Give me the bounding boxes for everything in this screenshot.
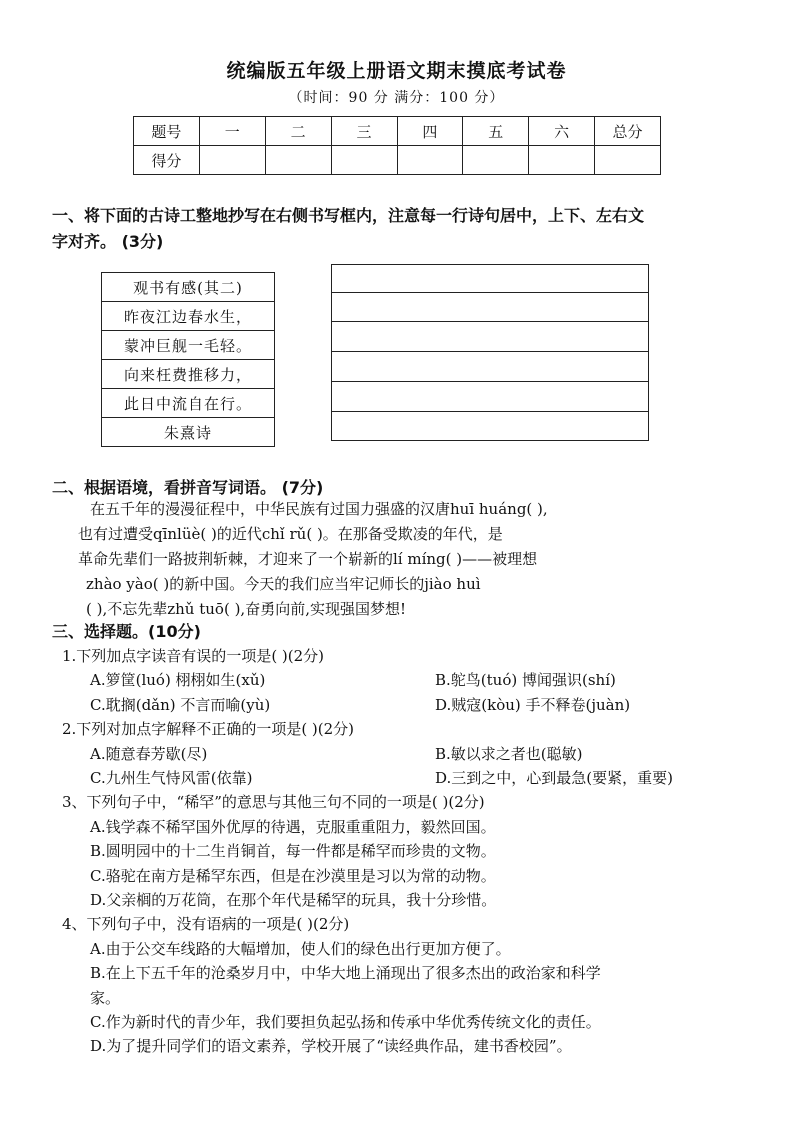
section2-line: 革命先辈们一路披荆斩棘，才迎来了一个崭新的lí míng( )——被理想	[78, 550, 538, 568]
writing-line	[332, 292, 648, 293]
question-line: C.九州生气恃风雷(依靠)	[90, 769, 253, 787]
poem-line: 昨夜江边春水生，	[102, 302, 275, 331]
question-line: 3、下列句子中，“稀罕”的意思与其他三句不同的一项是( )(2分)	[62, 793, 485, 812]
section1-heading-line1: 一、将下面的古诗工整地抄写在右侧书写框内，注意每一行诗句居中，上下、左右文	[52, 206, 645, 225]
poem-table	[101, 272, 275, 447]
question-option-right: B.敏以求之者也(聪敏)	[435, 744, 583, 763]
question-line: A.钱学森不稀罕国外优厚的待遇，克服重重阻力，毅然回国。	[90, 817, 496, 836]
question-line: C.骆驼在南方是稀罕东西，但是在沙漠里是习以为常的动物。	[90, 866, 496, 885]
exam-title: 统编版五年级上册语文期末摸底考试卷	[226, 60, 567, 82]
score-cell: 四	[397, 117, 463, 146]
question-line: 4、下列句子中，没有语病的一项是( )(2分)	[62, 915, 350, 934]
score-table	[133, 116, 661, 175]
score-table-header-row	[134, 117, 661, 146]
question-line: B.圆明园中的十二生肖铜首，每一件都是稀罕而珍贵的文物。	[90, 842, 496, 861]
question-line: D.为了提升同学们的语文素养，学校开展了“读经典作品，建书香校园”。	[90, 1037, 572, 1056]
score-input-cell[interactable]	[463, 146, 529, 175]
question-option-right: D.贼寇(kòu) 手不释卷(juàn)	[435, 695, 631, 714]
poem-line: 此日中流自在行。	[102, 389, 275, 418]
section2-heading: 二、根据语境，看拼音写词语。 (7分)	[52, 478, 324, 497]
writing-line	[332, 321, 648, 322]
score-cell: 二	[265, 117, 331, 146]
section1-heading-line2: 字对齐。 (3分)	[52, 232, 164, 251]
question-line: 2.下列对加点字解释不正确的一项是( )(2分)	[62, 720, 355, 739]
score-input-cell[interactable]	[397, 146, 463, 175]
question-line: C.耽搁(dǎn) 不言而喻(yù)	[90, 695, 271, 714]
score-cell: 五	[463, 117, 529, 146]
poem-author: 朱熹诗	[102, 418, 275, 447]
poem-line: 蒙冲巨舰一毛轻。	[102, 331, 275, 360]
question-line: A.随意春芳歇(尽)	[90, 744, 208, 763]
section3-heading: 三、选择题。(10分)	[52, 622, 201, 641]
writing-line	[332, 411, 648, 412]
score-cell: 六	[529, 117, 595, 146]
writing-line	[332, 351, 648, 352]
poem-line: 向来枉费推移力，	[102, 360, 275, 389]
question-line: B.在上下五千年的沧桑岁月中，中华大地上涌现出了很多杰出的政治家和科学	[90, 964, 601, 983]
score-input-cell[interactable]	[265, 146, 331, 175]
question-line: 1.下列加点字读音有误的一项是( )(2分)	[62, 647, 325, 665]
section2-line: ( ),不忘先辈zhǔ tuō( ),奋勇向前,实现强国梦想!	[86, 600, 406, 618]
score-input-cell[interactable]	[199, 146, 265, 175]
question-line: C.作为新时代的青少年，我们要担负起弘扬和传承中华优秀传统文化的责任。	[90, 1013, 601, 1031]
score-input-cell[interactable]	[529, 146, 595, 175]
question-line: A.箩筐(luó) 栩栩如生(xǔ)	[90, 671, 266, 690]
score-cell: 题号	[134, 117, 200, 146]
poem-title: 观书有感(其二)	[102, 273, 275, 302]
section2-line: 也有过遭受qīnlüè( )的近代chǐ rǔ( )。在那备受欺凌的年代，是	[78, 525, 503, 543]
score-input-cell[interactable]	[331, 146, 397, 175]
question-line: 家。	[90, 988, 121, 1007]
writing-box[interactable]	[331, 264, 649, 441]
score-input-cell[interactable]	[595, 146, 661, 175]
score-cell: 三	[331, 117, 397, 146]
question-option-right: D.三到之中，心到最急(要紧，重要)	[435, 769, 673, 787]
score-cell: 一	[199, 117, 265, 146]
score-cell: 总分	[595, 117, 661, 146]
question-line: D.父亲榈的万花筒，在那个年代是稀罕的玩具，我十分珍惜。	[90, 891, 497, 909]
exam-subtitle: （时间：90 分 满分：100 分）	[288, 90, 505, 106]
question-line: A.由于公交车线路的大幅增加，使人们的绿色出行更加方便了。	[90, 939, 511, 958]
question-option-right: B.鸵鸟(tuó) 博闻强识(shí)	[435, 671, 616, 690]
score-cell: 得分	[134, 146, 200, 175]
score-table-score-row	[134, 146, 661, 175]
section2-line: 在五千年的漫漫征程中，中华民族有过国力强盛的汉唐huī huáng( ),	[90, 500, 548, 518]
section2-line: zhào yào( )的新中国。今天的我们应当牢记师长的jiào huì	[86, 575, 481, 593]
writing-line	[332, 381, 648, 382]
